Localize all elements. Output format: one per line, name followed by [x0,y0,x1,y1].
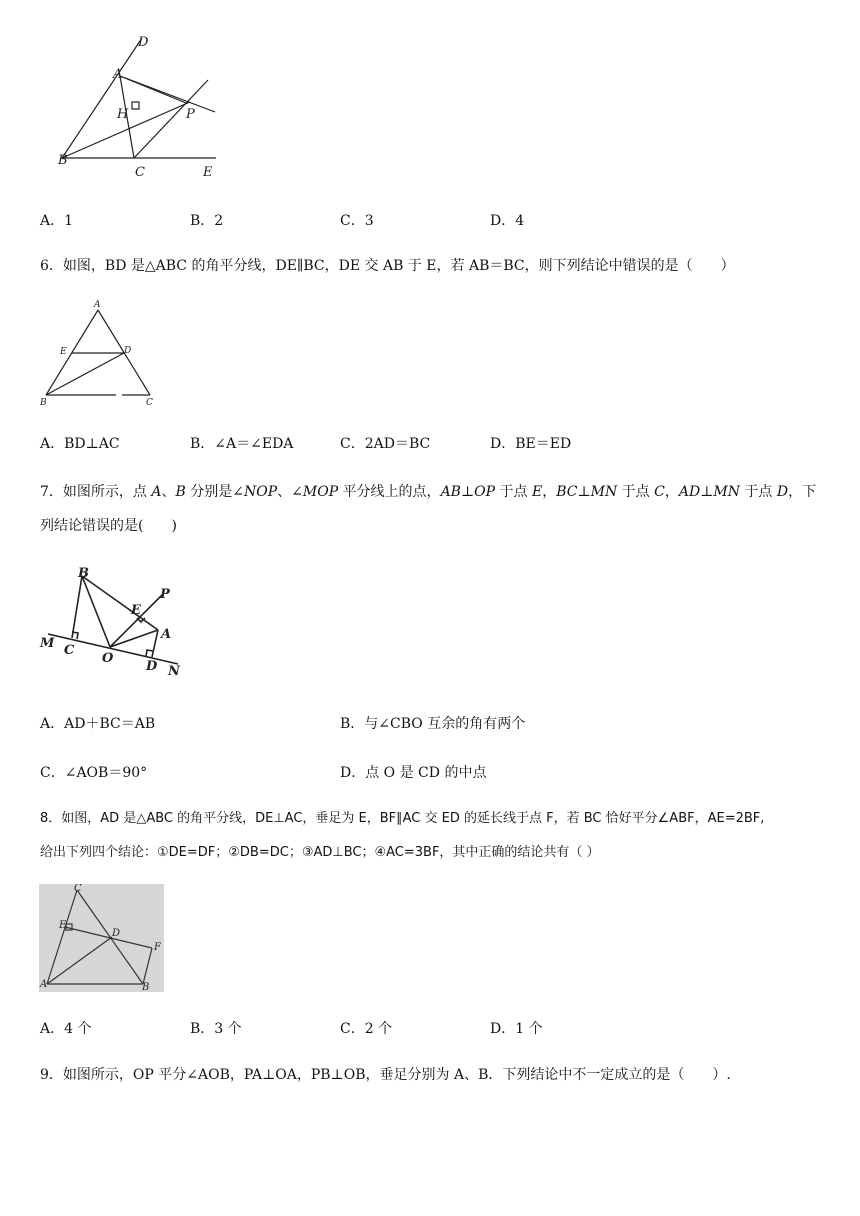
fig-label: C [74,884,82,894]
stem-text: ，下 [788,484,817,500]
right-angle-mark [132,102,139,109]
fig-label: A [161,627,172,642]
fig-label: N [168,664,180,679]
fig-label: H [117,107,129,122]
q7-stem [40,475,832,543]
line-CP [134,80,208,158]
question-text: 如图，BD 是△ABC 的角平分线，DE∥BC，DE 交 AB 于 E，若 AB＝BC，则下列结论中错误的是（ ） [62,258,735,274]
fig-label: M [40,636,55,651]
math-var: NOP [243,484,278,500]
q7-stem-line2: 列结论错误的是( ) [40,518,177,534]
fig-label: O [102,651,114,666]
math-var: D [776,484,789,500]
fig-label: B [142,982,150,992]
q7-figure [38,562,188,682]
fig-label: E [131,603,141,618]
question-number: 6． [40,258,63,274]
fig-label: B [40,398,47,408]
fig-label: E [60,347,67,357]
stem-text: ， [664,484,679,500]
math-var: MOP [302,484,339,500]
stem-text: ， [542,484,557,500]
q7-option-d[interactable]: D．点 O 是 CD 的中点 [340,765,487,781]
stem-text: 、∠ [277,484,303,500]
stem-text: 于点 [744,484,773,500]
q8-option-b[interactable]: B．3 个 [190,1021,242,1037]
q7-option-c[interactable]: C．∠AOB＝90° [40,765,148,781]
fig-label: A [40,979,48,990]
fig-label: D [146,659,158,674]
math-var: MN [590,484,618,500]
fig-label: C [64,643,75,658]
fig-label: C [146,398,153,408]
line-OA [110,630,158,647]
stem-text: ⊥ [577,484,591,500]
stem-text: 、 [161,484,176,500]
math-var: B [175,484,186,500]
question-text: 如图，AD 是△ABC 的角平分线，DE⊥AC，垂足为 E，BF∥AC 交 ED 的延长线于点 F，若 BC 恰好平分∠ABF，AE=2BF, [61,811,765,826]
q6-option-d[interactable]: D．BE＝ED [490,436,572,452]
q8-option-a[interactable]: A．4 个 [40,1021,92,1037]
fig-label: D [112,928,121,939]
stem-text: ⊥ [460,484,475,500]
q8-figure [39,884,164,992]
math-var: AB [440,484,461,500]
math-var: A [151,484,162,500]
math-var: MN [713,484,740,500]
math-var: OP [474,484,496,500]
fig-label: E [59,920,67,931]
fig-label: B [58,153,68,168]
stem-text: 于点 [621,484,650,500]
line-BC [72,576,82,638]
stem-text: 平分线上的点， [342,484,441,500]
fig-label: A [113,67,123,82]
q6-option-a[interactable]: A．BD⊥AC [40,436,120,452]
fig-label: B [78,566,89,581]
q7-option-b[interactable]: B．与∠CBO 互余的角有两个 [340,716,526,732]
q6-option-c[interactable]: C．2AD＝BC [340,436,431,452]
math-var: C [654,484,665,500]
question-text: 如图所示，OP 平分∠AOB，PA⊥OA，PB⊥OB，垂足分别为 A、B．下列结论中不一定成立的是（ ）. [62,1067,731,1083]
fig-label: P [160,587,170,602]
math-var: AD [678,484,701,500]
math-var: E [531,484,543,500]
line-AP2 [120,76,186,103]
stem-text: ⊥ [700,484,714,500]
q5-option-b[interactable]: B．2 [190,213,224,229]
stem-text: 如图所示，点 [62,484,147,500]
q7-option-a[interactable]: A．AD＋BC＝AB [40,716,156,732]
q5-figure [50,32,225,182]
q6-stem [40,249,832,283]
question-number: 8． [40,811,62,826]
question-number: 7． [40,484,63,500]
fig-label: D [124,346,132,356]
q9-stem [40,1058,832,1092]
q8-option-c[interactable]: C．2 个 [340,1021,393,1037]
fig-label: P [186,107,195,122]
stem-text: 分别是∠ [190,484,244,500]
fig-label: A [94,300,101,310]
math-var: BC [556,484,578,500]
fig-label: C [135,165,145,180]
q5-option-d[interactable]: D．4 [490,213,525,229]
stem-text: 于点 [499,484,528,500]
q6-figure [38,298,158,408]
q8-stem [40,802,832,870]
fig-label: F [154,942,161,953]
q6-option-b[interactable]: B．∠A＝∠EDA [190,436,294,452]
fig-label: E [203,165,213,180]
line-AD [152,630,158,657]
q8-option-d[interactable]: D．1 个 [490,1021,543,1037]
q5-option-a[interactable]: A．1 [40,213,74,229]
question-number: 9． [40,1067,63,1083]
q7-stem-line1 [40,475,832,509]
fig-label: D [138,35,149,50]
q5-option-c[interactable]: C．3 [340,213,374,229]
q8-stem-line2: 给出下列四个结论：①DE=DF；②DB=DC；③AD⊥BC；④AC=3BF，其中正确的结论共有（ ） [40,845,600,860]
q8-stem-line1 [40,802,832,836]
